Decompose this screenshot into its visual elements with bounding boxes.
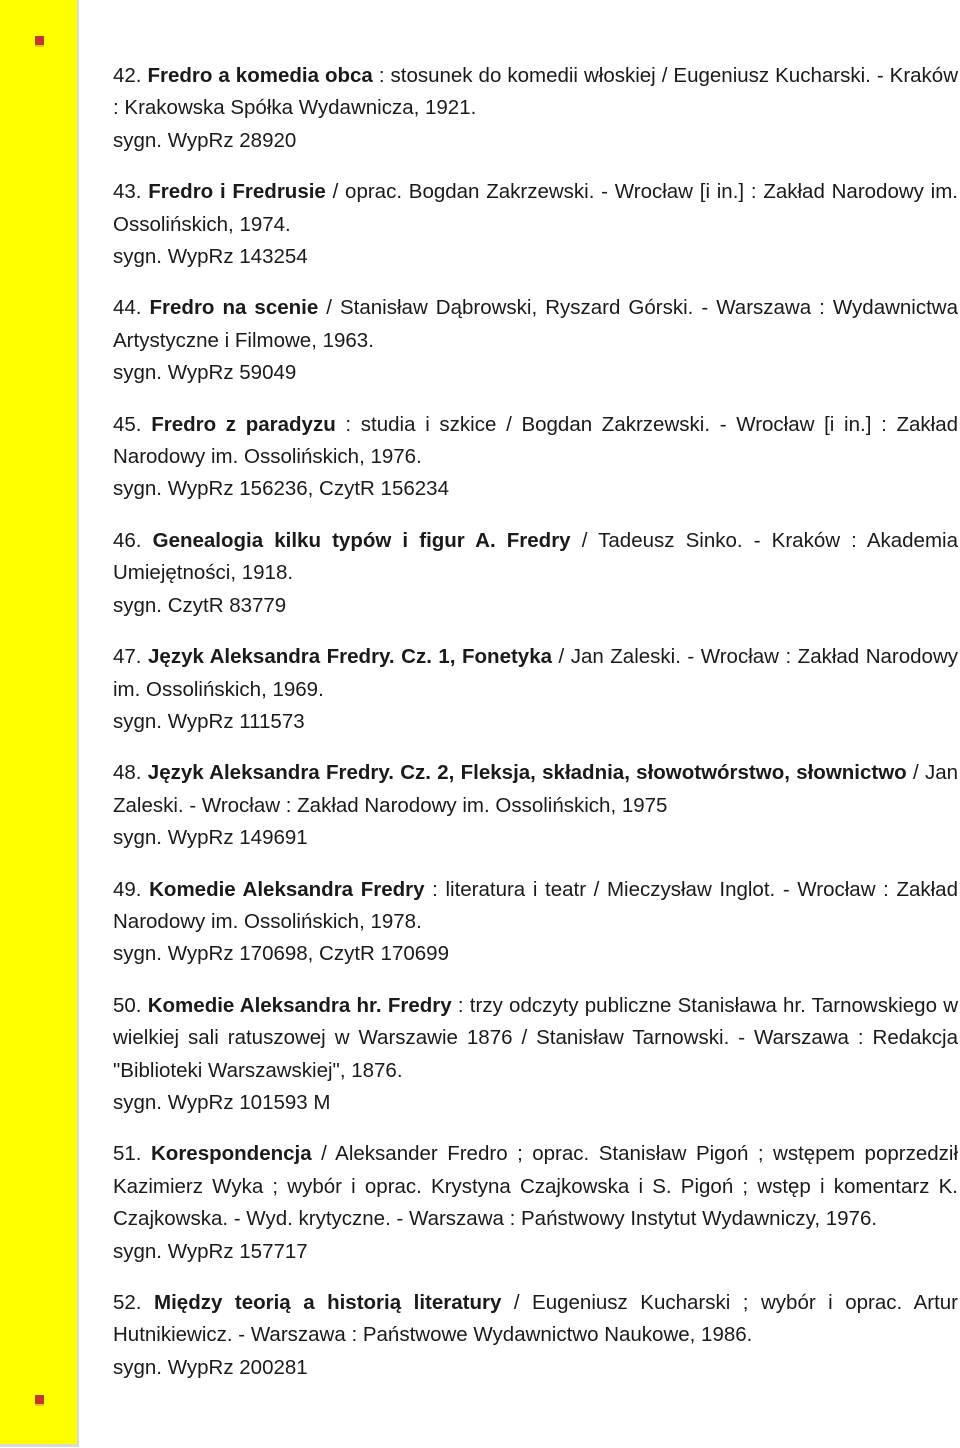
entry-title: Komedie Aleksandra hr. Fredry xyxy=(147,993,452,1017)
entry-signature: sygn. WypRz 149691 xyxy=(113,826,308,850)
entry-number: 43. xyxy=(113,180,142,204)
bibliography-entry xyxy=(113,292,958,389)
entry-signature: sygn. WypRz 111573 xyxy=(113,709,305,733)
entry-details: / oprac. Bogdan Zakrzewski. - Wrocław [i in.] : Zakład Narodowy im. Ossolińskich, 1974. xyxy=(113,180,958,236)
entry-number: 45. xyxy=(113,412,142,436)
bullet-icon xyxy=(35,36,44,47)
entry-description xyxy=(113,176,958,241)
bibliography-entry xyxy=(113,641,958,738)
entry-signature: sygn. WypRz 156236, CzytR 156234 xyxy=(113,477,449,501)
bibliography-entry xyxy=(113,60,958,157)
entry-number: 51. xyxy=(113,1142,142,1166)
entry-title: Między teorią a historią literatury xyxy=(154,1291,502,1314)
entry-details: / Jan Zaleski. - Wrocław : Zakład Narodowy im. Ossolińskich, 1975 xyxy=(113,761,959,817)
entry-number: 42. xyxy=(113,64,142,87)
sidebar-margin xyxy=(0,0,79,1447)
entry-description xyxy=(113,60,958,125)
entry-description xyxy=(113,1287,958,1352)
entry-description xyxy=(113,990,958,1087)
entry-title: Fredro a komedia obca xyxy=(147,64,373,87)
entry-description xyxy=(113,874,958,939)
entry-number: 44. xyxy=(113,296,142,320)
entry-details: / Jan Zaleski. - Wrocław : Zakład Narodowy im. Ossolińskich, 1969. xyxy=(113,645,958,701)
entry-title: Język Aleksandra Fredry. Cz. 2, Fleksja, składnia, słowotwórstwo, słownictwo xyxy=(147,761,907,785)
entry-number: 50. xyxy=(113,993,142,1017)
entry-title: Genealogia kilku typów i figur A. Fredry xyxy=(152,528,571,552)
entry-signature: sygn. WypRz 101593 M xyxy=(113,1090,331,1114)
entry-signature: sygn. CzytR 83779 xyxy=(113,593,287,617)
entry-description xyxy=(113,525,958,590)
entry-title: Komedie Aleksandra Fredry xyxy=(149,877,425,901)
entry-signature: sygn. WypRz 157717 xyxy=(113,1239,308,1263)
bibliography-entry xyxy=(113,176,958,273)
bibliography-entry xyxy=(113,409,958,506)
bibliography-entry xyxy=(113,1138,958,1268)
entry-description xyxy=(113,409,958,474)
entry-number: 46. xyxy=(113,528,142,552)
entry-description xyxy=(113,757,958,822)
bibliography-entry xyxy=(113,990,958,1120)
bullet-icon xyxy=(35,1395,44,1406)
entry-details: / Eugeniusz Kucharski ; wybór i oprac. Artur Hutnikiewicz. - Warszawa : Państwowe Wydawnictwo Naukowe, 1986. xyxy=(113,1291,959,1347)
entry-signature: sygn. WypRz 200281 xyxy=(113,1355,308,1379)
entry-title: Język Aleksandra Fredry. Cz. 1, Fonetyka xyxy=(148,645,552,669)
entry-number: 49. xyxy=(113,877,142,901)
entry-details: : literatura i teatr / Mieczysław Inglot. - Wrocław : Zakład Narodowy im. Ossolińskich, 1978. xyxy=(113,877,958,933)
entry-number: 48. xyxy=(113,761,142,785)
entry-title: Korespondencja xyxy=(151,1142,312,1166)
entry-details: / Tadeusz Sinko. - Kraków : Akademia Umiejętności, 1918. xyxy=(113,528,958,585)
entry-details: : trzy odczyty publiczne Stanisława hr. Tarnowskiego w wielkiej sali ratuszowej w Warszawie 1876 / Stanisław Tarnowski. - Warszawa : Redakcja "Biblioteki Warszawskiej", 1876. xyxy=(113,993,959,1082)
entry-title: Fredro na scenie xyxy=(149,296,319,320)
entry-signature: sygn. WypRz 143254 xyxy=(113,245,308,269)
bibliography-list xyxy=(113,60,958,1403)
entry-details: / Stanisław Dąbrowski, Ryszard Górski. - Warszawa : Wydawnictwa Artystyczne i Filmowe, 1963. xyxy=(113,296,959,352)
entry-description xyxy=(113,1138,958,1235)
entry-signature: sygn. WypRz 28920 xyxy=(113,128,297,152)
entry-details: : stosunek do komedii włoskiej / Eugeniusz Kucharski. - Kraków : Krakowska Spółka Wydawnicza, 1921. xyxy=(113,64,959,120)
entry-number: 47. xyxy=(113,645,142,669)
entry-number: 52. xyxy=(113,1291,142,1314)
entry-description xyxy=(113,292,958,357)
entry-title: Fredro z paradyzu xyxy=(151,412,336,436)
bibliography-entry xyxy=(113,1287,958,1384)
bibliography-entry xyxy=(113,874,958,971)
bibliography-entry xyxy=(113,757,958,854)
entry-details: / Aleksander Fredro ; oprac. Stanisław Pigoń ; wstępem poprzedził Kazimierz Wyka ; wybór i oprac. Krystyna Czajkowska i S. Pigoń ; wstęp i komentarz K. Czajkowska. - Wyd. krytyczne. - Warszawa : Państwowy Instytut Wydawniczy, 1976. xyxy=(113,1142,959,1231)
entry-title: Fredro i Fredrusie xyxy=(148,180,326,204)
entry-signature: sygn. WypRz 170698, CzytR 170699 xyxy=(113,942,449,966)
entry-details: : studia i szkice / Bogdan Zakrzewski. - Wrocław [i in.] : Zakład Narodowy im. Ossolińskich, 1976. xyxy=(113,412,958,469)
entry-signature: sygn. WypRz 59049 xyxy=(113,361,297,385)
bibliography-entry xyxy=(113,525,958,622)
entry-description xyxy=(113,641,958,706)
